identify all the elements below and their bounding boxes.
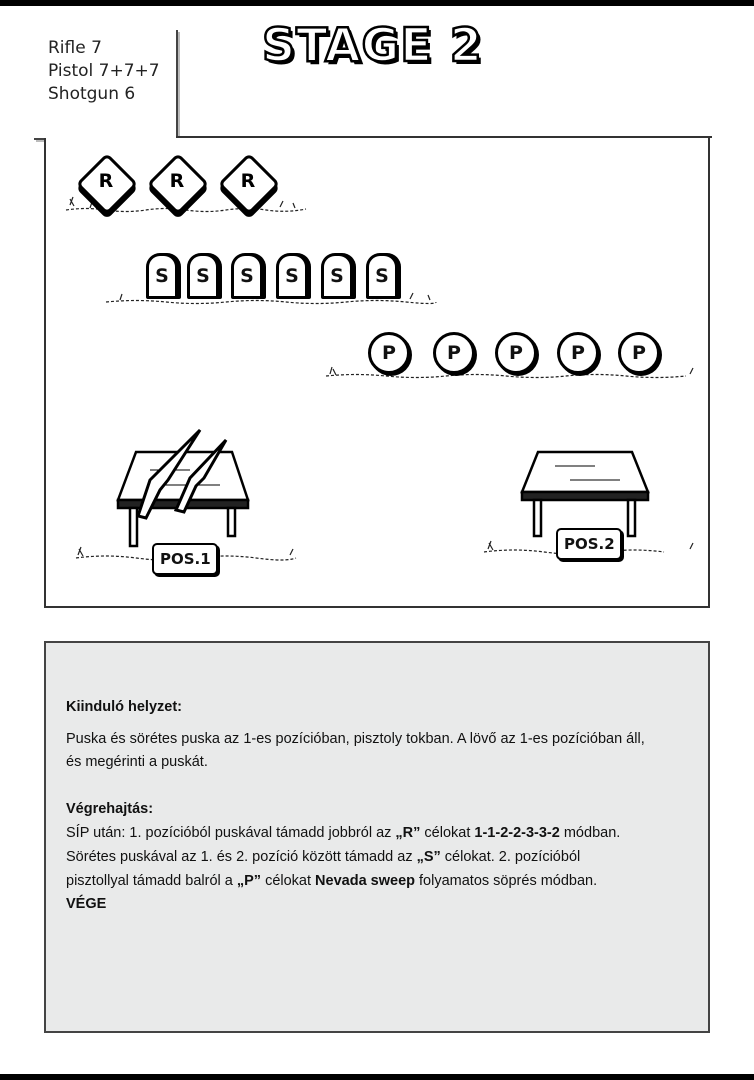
exec-line-1: SÍP után: 1. pozícióból puskával támadd jobbról az „R” célokat 1-1-2-2-3-3-2 módban. (66, 825, 621, 841)
bottom-border (0, 1074, 754, 1080)
ammo-shotgun: Shotgun 6 (48, 84, 136, 104)
table-2 (522, 452, 648, 536)
rifle-target-label: R (240, 170, 256, 192)
stage-title-text: STAGE 2 (262, 18, 483, 72)
rifle-target-label: R (98, 170, 114, 192)
start-line-2: és megérinti a puskát. (66, 754, 208, 770)
shotgun-target: S (366, 253, 398, 299)
pistol-target: P (557, 332, 599, 374)
start-line-1: Puska és sörétes puska az 1-es pozícióban, pisztoly tokban. A lövő az 1-es pozícióban áll, (66, 731, 645, 747)
end-label: VÉGE (66, 896, 107, 912)
pistol-target: P (368, 332, 410, 374)
exec-line-3: pisztollyal támadd balról a „P” célokat Nevada sweep folyamatos söprés módban. (66, 873, 598, 889)
ammo-rifle: Rifle 7 (48, 38, 102, 58)
shotgun-target: S (321, 253, 353, 299)
stage-description (44, 641, 710, 1033)
shotgun-target: S (146, 253, 178, 299)
pistol-target: P (495, 332, 537, 374)
position-2-marker: POS.2 (556, 528, 622, 560)
shotgun-target: S (231, 253, 263, 299)
exec-heading: Végrehajtás: (66, 801, 154, 817)
pistol-target: P (618, 332, 660, 374)
start-heading: Kiinduló helyzet: (66, 699, 182, 715)
exec-line-2: Sörétes puskával az 1. és 2. pozíció között támadd az „S” célokat. 2. pozícióból (66, 849, 581, 865)
ammo-pistol: Pistol 7+7+7 (48, 61, 160, 81)
rifle-target-label: R (169, 170, 185, 192)
position-1-marker: POS.1 (152, 543, 218, 575)
shotgun-target: S (187, 253, 219, 299)
shotgun-target: S (276, 253, 308, 299)
pistol-target: P (433, 332, 475, 374)
